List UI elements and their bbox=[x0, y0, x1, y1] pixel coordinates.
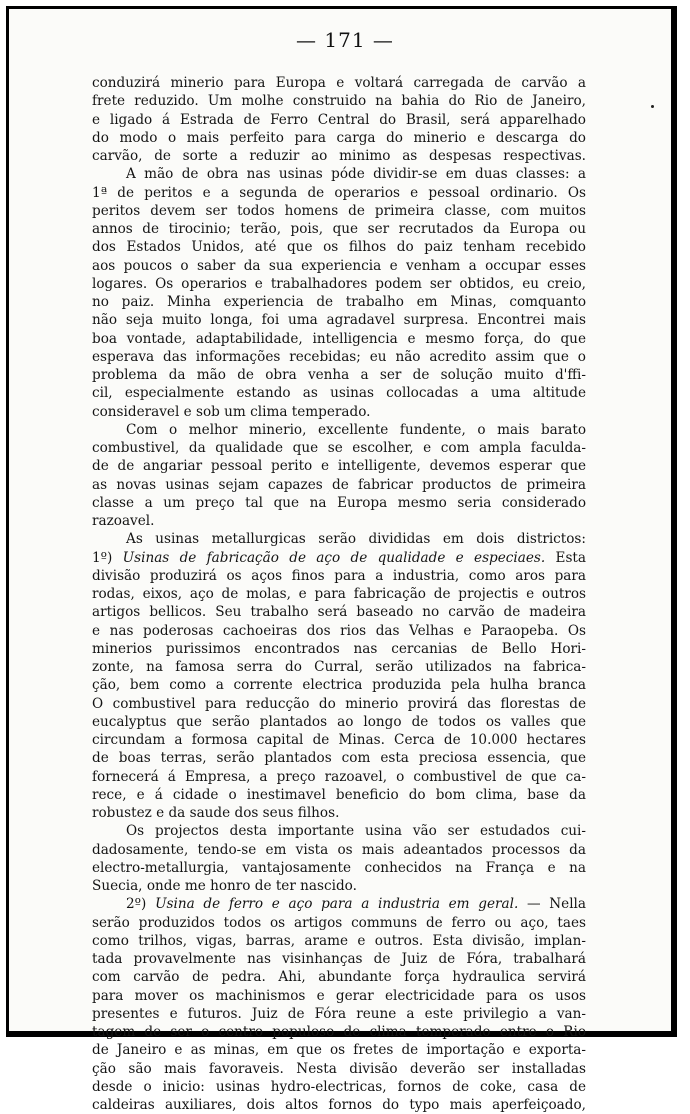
list-number: 1º) bbox=[92, 549, 113, 566]
text-line: combustivel, da qualidade que se escolher, e com ampla faculda- bbox=[92, 440, 586, 456]
text-line: as novas usinas sejam capazes de fabricar productos de primeira bbox=[92, 476, 586, 493]
page-number: — 171 — bbox=[296, 28, 394, 52]
text-line: como trilhos, vigas, barras, arame e outros. Esta divisão, implan- bbox=[92, 932, 586, 949]
text-line: ção são mais favoraveis. Nesta divisão deverão ser installadas bbox=[92, 1060, 586, 1077]
text-line: dos Estados Unidos, até que os filhos do paiz tenham recebido bbox=[92, 239, 586, 256]
text-fragment: — Nella bbox=[526, 896, 587, 913]
text-line: dadosamente, tendo-se em vista os mais adeantados processos da bbox=[92, 841, 586, 858]
text-line: annos de tirocinio; terão, pois, que ser recrutados da Europa ou bbox=[92, 221, 586, 237]
text-line: logares. Os operarios e trabalhadores podem ser obtidos, eu creio, bbox=[92, 275, 586, 292]
ink-speck bbox=[651, 105, 654, 108]
text-line: de de angariar pessoal perito e intelligente, devemos esperar que bbox=[92, 458, 586, 475]
paragraph-1 bbox=[92, 74, 586, 165]
text-line: e ligado á Estrada de Ferro Central do Brasil, será apparelhado bbox=[92, 111, 586, 128]
text-line: fornecerá á Empresa, a preço razoavel, o combustivel de que ca- bbox=[92, 768, 586, 785]
text-line: divisão produzirá os aços finos para a industria, como aros para bbox=[92, 567, 586, 584]
text-line: boa vontade, adaptabilidade, intelligencia e mesmo força, do que bbox=[92, 330, 586, 347]
text-line: esperava das informações recebidas; eu não acredito assim que o bbox=[92, 348, 586, 365]
text-line: rece, e á cidade o inestimavel beneficio do bom clima, base da bbox=[92, 786, 586, 803]
text-line: robustez e da saude dos seus filhos. bbox=[92, 805, 340, 821]
text-line: caldeiras auxiliares, dois altos fornos do typo mais aperfeiçoado, bbox=[92, 1097, 586, 1113]
text-line: carvão, de sorte a reduzir ao minimo as despesas respectivas. bbox=[92, 148, 586, 164]
body-text bbox=[92, 74, 586, 1114]
text-line: 1ª de peritos e a segunda de operarios e pessoal ordinario. Os bbox=[92, 184, 586, 201]
text-line: eucalyptus que serão plantados ao longo de todos os valles que bbox=[92, 713, 586, 730]
section-title: Usinas de fabricação de aço de qualidade e especiaes. bbox=[122, 549, 546, 566]
text-line: Os projectos desta importante usina vão ser estudados cui- bbox=[126, 823, 586, 840]
text-line: no paiz. Minha experiencia de trabalho em Minas, comquanto bbox=[92, 294, 586, 310]
text-line: minerios purissimos encontrados nas cercanias de Bello Hori- bbox=[92, 640, 586, 657]
text-line: cil, especialmente estando as usinas collocadas a uma altitude bbox=[92, 385, 586, 402]
text-line bbox=[92, 549, 586, 567]
text-line: de boas terras, serão plantados com esta preciosa essencia, que bbox=[92, 750, 586, 767]
text-line: serão produzidos todos os artigos communs de ferro ou aço, taes bbox=[92, 914, 586, 931]
text-line: desde o inicio: usinas hydro-electricas, fornos de coke, casa de bbox=[92, 1078, 586, 1095]
text-line: peritos devem ser todos homens de primeira classe, com muitos bbox=[92, 202, 586, 219]
text-line: electro-metallurgia, vantajosamente conhecidos na França e na bbox=[92, 859, 586, 876]
text-line: Com o melhor minerio, excellente fundente, o mais barato bbox=[126, 421, 586, 438]
text-line: As usinas metallurgicas serão divididas em dois districtos: bbox=[126, 531, 586, 548]
paragraph-2 bbox=[92, 165, 586, 421]
section-title: Usina de ferro e aço para a industria em geral. bbox=[155, 896, 519, 913]
text-line: e nas poderosas cachoeiras dos rios das Velhas e Paraopeba. Os bbox=[92, 622, 586, 639]
paragraph-3 bbox=[92, 421, 586, 531]
paragraph-5 bbox=[92, 822, 586, 895]
text-line: zonte, na famosa serra do Curral, serão utilizados na fabrica- bbox=[92, 659, 586, 675]
text-line: com carvão de pedra. Ahi, abundante força hydraulica servirá bbox=[92, 969, 586, 986]
text-line bbox=[92, 895, 586, 913]
text-line: conduzirá minerio para Europa e voltará carregada de carvão a bbox=[92, 75, 586, 91]
text-line: para mover os machinismos e gerar electricidade para os usos bbox=[92, 987, 586, 1004]
text-line: tagem de ser o centro populoso de clima temperado entre o Rio bbox=[92, 1024, 586, 1040]
text-line: não seja muito longa, foi uma agradavel surpresa. Encontrei mais bbox=[92, 312, 586, 329]
text-line: frete reduzido. Um molhe construido na bahia do Rio de Janeiro, bbox=[92, 93, 586, 110]
text-line: A mão de obra nas usinas póde dividir-se em duas classes: a bbox=[126, 166, 586, 183]
text-line: razoavel. bbox=[92, 513, 155, 529]
text-line: artigos bellicos. Seu trabalho será baseado no carvão de madeira bbox=[92, 604, 586, 621]
text-line: circundam a formosa capital de Minas. Cerca de 10.000 hectares bbox=[92, 732, 586, 748]
text-line: classe a um preço tal que na Europa mesmo seria considerado bbox=[92, 494, 586, 511]
text-line: presentes e futuros. Juiz de Fóra reune a este privilegio a van- bbox=[92, 1005, 586, 1022]
text-line: aos poucos o saber da sua experiencia e venham a occupar esses bbox=[92, 257, 586, 274]
list-number: 2º) bbox=[126, 896, 147, 913]
text-line: de Janeiro e as minas, em que os fretes de importação e exporta- bbox=[92, 1042, 586, 1059]
text-line: rodas, eixos, aço de molas, e para fabricação de projectis e outros bbox=[92, 586, 586, 602]
text-line: do modo o mais perfeito para carga do minerio e descarga do bbox=[92, 129, 586, 146]
text-line: problema da mão de obra venha a ser de solução muito d'ffi- bbox=[92, 367, 586, 383]
text-line: O combustivel para reducção do minerio provirá das florestas de bbox=[92, 695, 586, 712]
paragraph-4 bbox=[92, 530, 586, 822]
text-line: consideravel e sob um clima temperado. bbox=[92, 403, 371, 420]
text-line: Suecia, onde me honro de ter nascido. bbox=[92, 878, 357, 894]
text-fragment: Esta bbox=[555, 549, 586, 566]
text-line: tada provavelmente nas visinhanças de Juiz de Fóra, trabalhará bbox=[92, 951, 586, 967]
paragraph-6 bbox=[92, 895, 586, 1114]
text-line: ção, bem como a corrente electrica produzida pela hulha branca bbox=[92, 677, 586, 694]
